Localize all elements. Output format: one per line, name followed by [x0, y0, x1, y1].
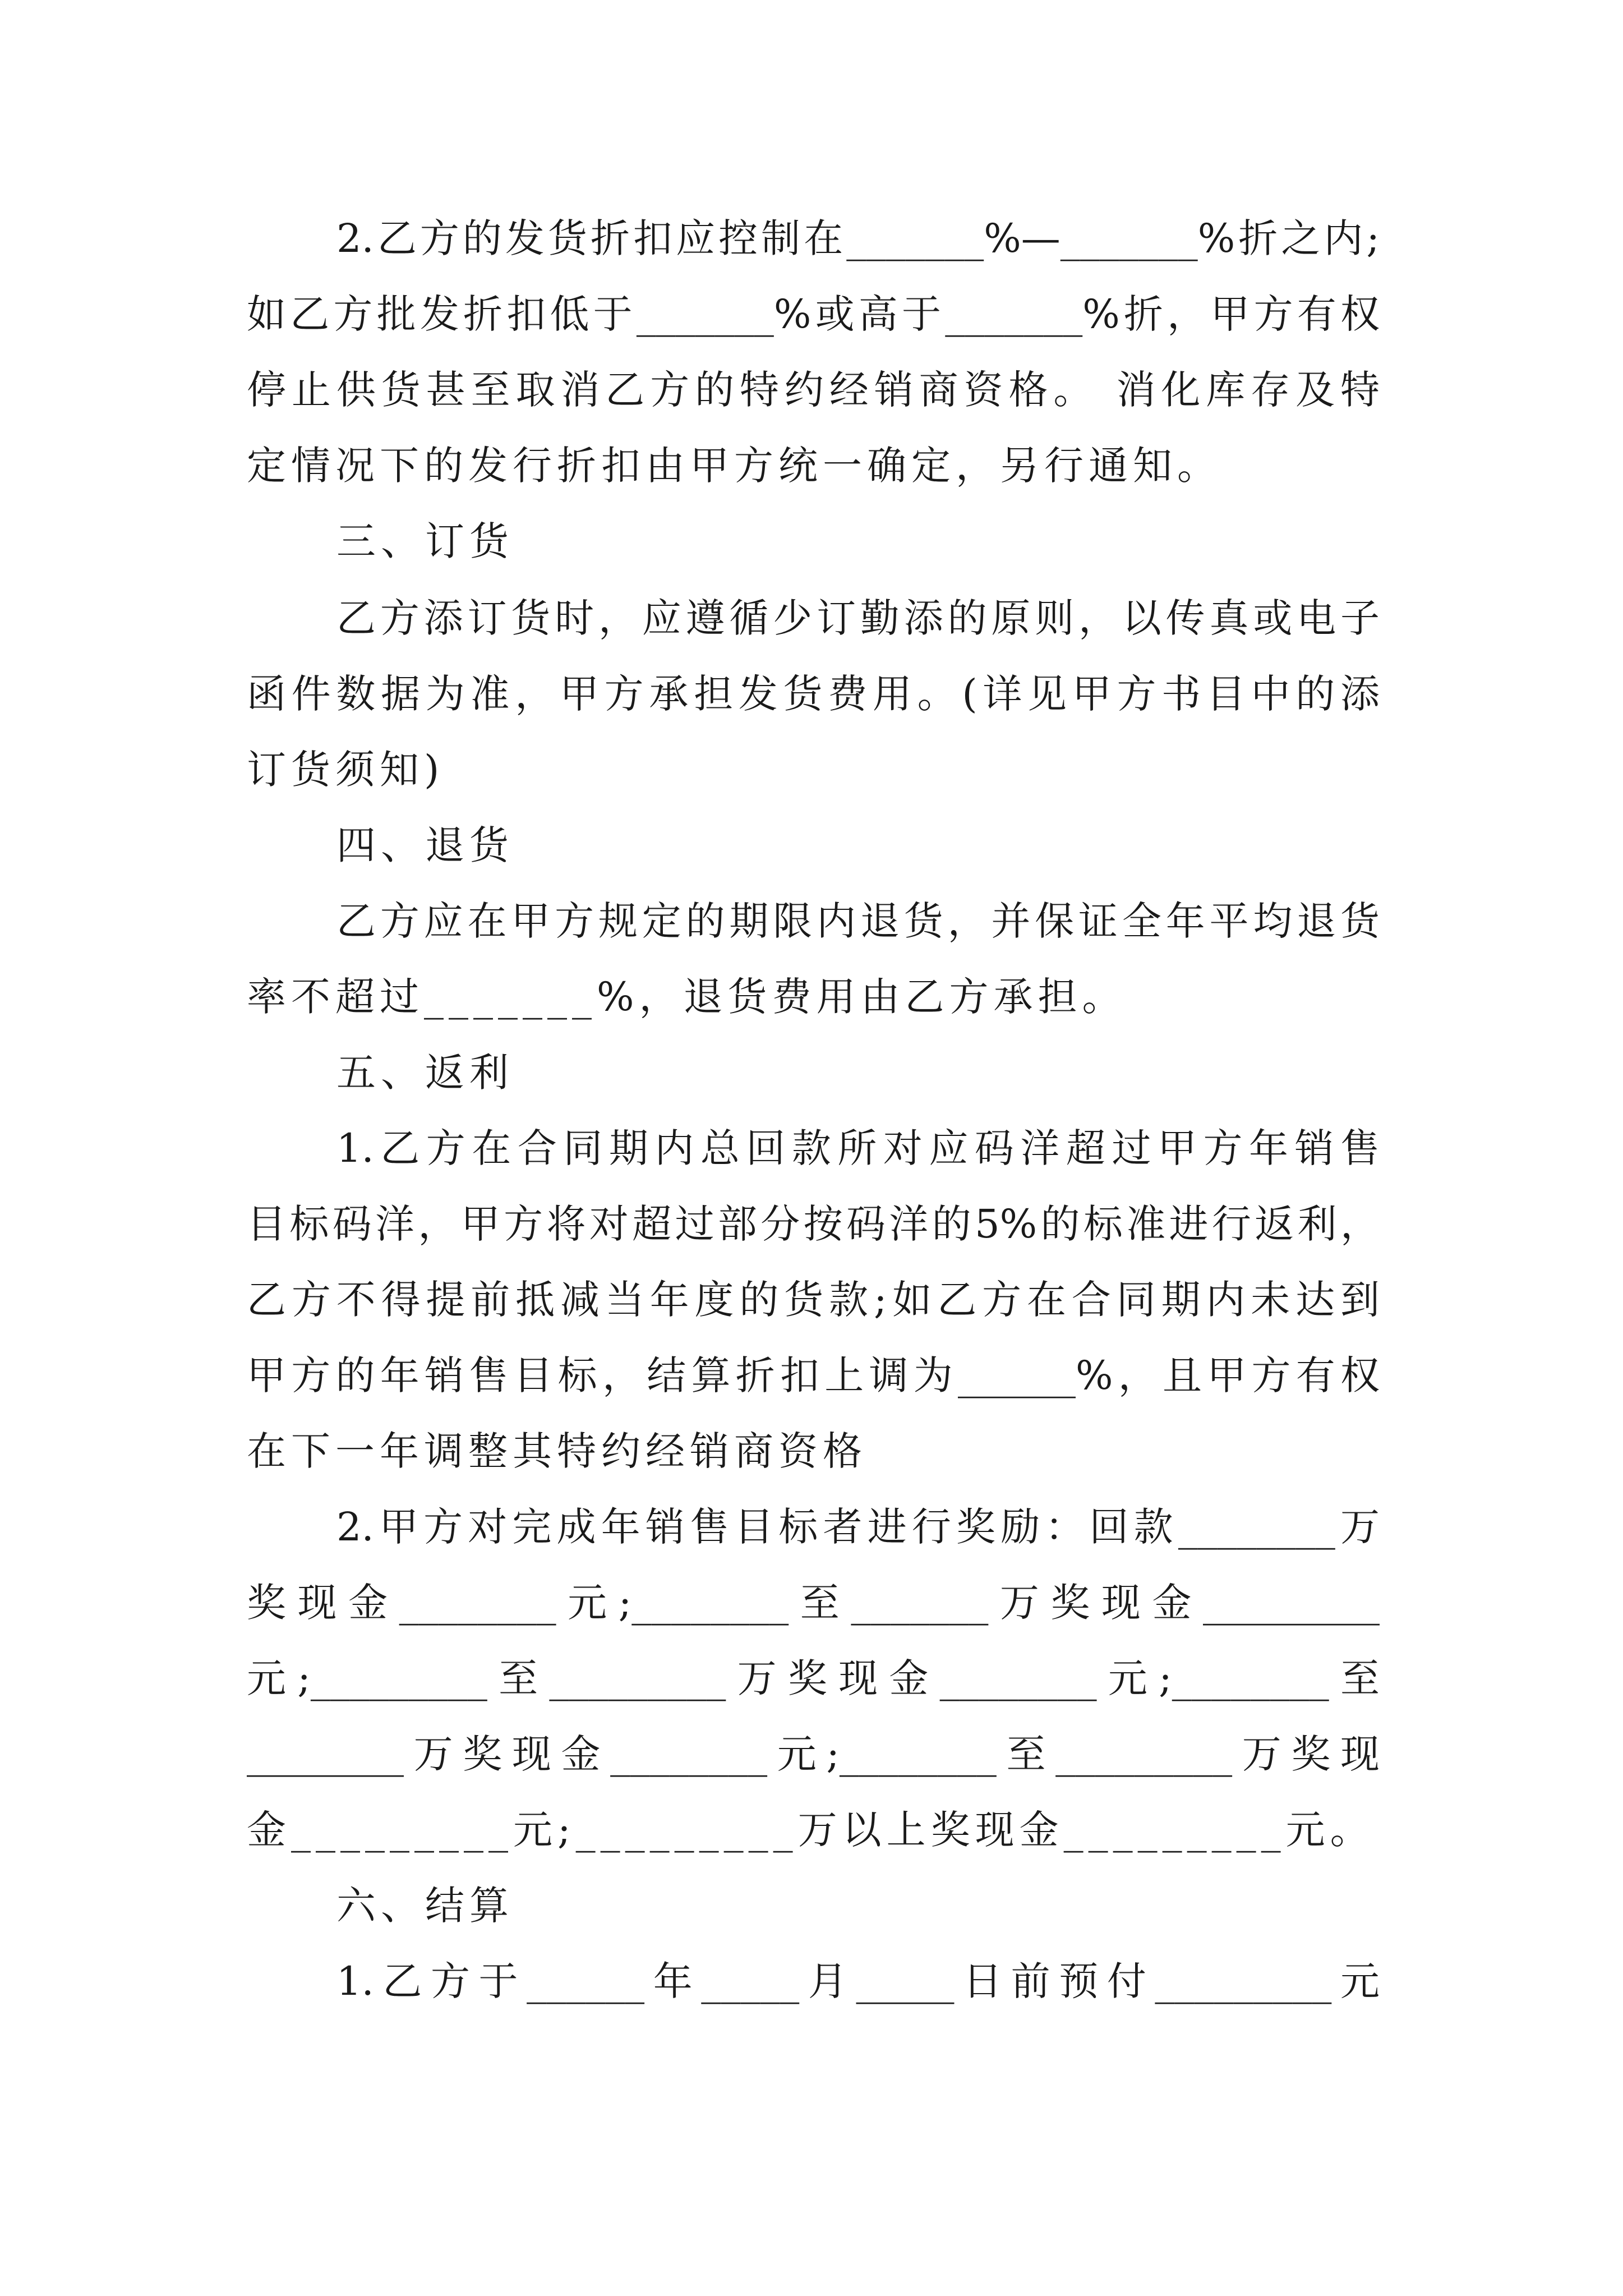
- section-heading-ordering: 三、订货: [336, 518, 514, 564]
- settlement-clause-1-line-1: 1.乙方于______年_____月_____日前预付_________元: [336, 1958, 1380, 2004]
- ordering-text-line-3: 订货须知): [247, 747, 445, 793]
- section-heading-rebate: 五、返利: [336, 1050, 514, 1096]
- ordering-text-line-1: 乙方添订货时，应遵循少订勤添的原则，以传真或电子: [336, 595, 1380, 641]
- rebate-clause-2-line-3: 元;_________至_________万奖现金________元;________至: [247, 1655, 1380, 1701]
- rebate-clause-2-line-4: ________万奖现金________元;________至_________万奖现: [247, 1731, 1380, 1777]
- rebate-clause-1-line-3: 乙方不得提前抵减当年度的货款;如乙方在合同期内未达到: [247, 1277, 1380, 1323]
- rebate-clause-1-line-5: 在下一年调整其特约经销商资格: [247, 1428, 867, 1474]
- rebate-clause-2-line-5: 金_________元;_________万以上奖现金_________元。: [247, 1807, 1375, 1853]
- clause-2-discount-line-3: 停止供货甚至取消乙方的特约经销商资格。 消化库存及特: [247, 367, 1380, 413]
- rebate-clause-1-line-2: 目标码洋，甲方将对超过部分按码洋的5%的标准进行返利，: [247, 1201, 1380, 1247]
- rebate-clause-2-line-2: 奖现金________元;________至_______万奖现金_________: [247, 1580, 1380, 1626]
- rebate-clause-1-line-4: 甲方的年销售目标，结算折扣上调为______%，且甲方有权: [247, 1352, 1380, 1398]
- returns-text-line-2: 率不超过_______%，退货费用由乙方承担。: [247, 974, 1127, 1020]
- ordering-text-line-2: 函件数据为准，甲方承担发货费用。(详见甲方书目中的添: [247, 671, 1380, 717]
- returns-text-line-1: 乙方应在甲方规定的期限内退货，并保证全年平均退货: [336, 898, 1380, 944]
- rebate-clause-1-line-1: 1.乙方在合同期内总回款所对应码洋超过甲方年销售: [336, 1125, 1380, 1171]
- section-heading-returns: 四、退货: [336, 822, 514, 868]
- clause-2-discount-line-1: 2.乙方的发货折扣应控制在_______%—_______%折之内;: [336, 215, 1380, 261]
- clause-2-discount-line-4: 定情况下的发行折扣由甲方统一确定，另行通知。: [247, 443, 1221, 489]
- clause-2-discount-line-2: 如乙方批发折扣低于_______%或高于_______%折，甲方有权: [247, 291, 1380, 337]
- section-heading-settlement: 六、结算: [336, 1883, 514, 1929]
- rebate-clause-2-line-1: 2.甲方对完成年销售目标者进行奖励：回款________万: [336, 1504, 1380, 1550]
